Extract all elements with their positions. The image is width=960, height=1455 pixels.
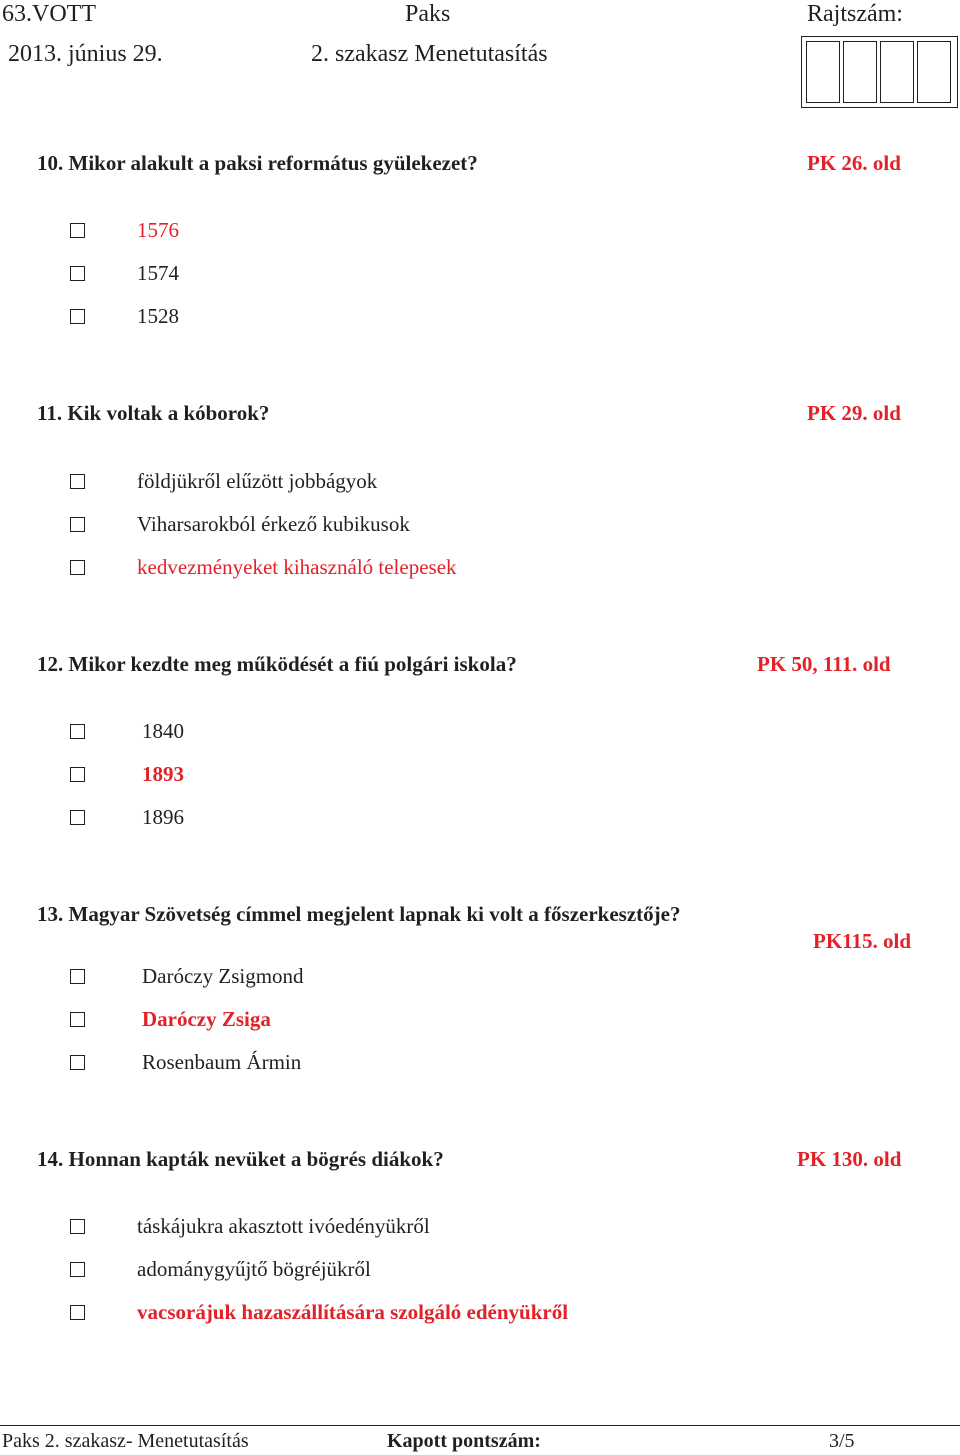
question-14-option-3-checkbox[interactable] xyxy=(70,1305,85,1320)
question-10-option-1-label: 1576 xyxy=(137,218,179,242)
start-number-box[interactable] xyxy=(801,36,958,108)
start-number-digit-1[interactable] xyxy=(806,41,840,103)
question-11-option-3-checkbox[interactable] xyxy=(70,560,85,575)
start-number-digit-2[interactable] xyxy=(843,41,877,103)
question-12-option-2-checkbox[interactable] xyxy=(70,767,85,782)
question-12-text: 12. Mikor kezdte meg működését a fiú polgári iskola? xyxy=(37,652,517,676)
question-14-option-3-label: vacsorájuk hazaszállítására szolgáló edényükről xyxy=(137,1300,569,1324)
question-11-option-2-checkbox[interactable] xyxy=(70,517,85,532)
question-13-option-1-checkbox[interactable] xyxy=(70,969,85,984)
footer-left-text: Paks 2. szakasz- Menetutasítás xyxy=(2,1430,249,1452)
question-13-option-2-checkbox[interactable] xyxy=(70,1012,85,1027)
question-10-option-1-checkbox[interactable] xyxy=(70,223,85,238)
question-11-option-2-label: Viharsarokból érkező kubikusok xyxy=(137,512,410,536)
competition-title: 63.VOTT xyxy=(2,1,96,27)
question-14-option-1-checkbox[interactable] xyxy=(70,1219,85,1234)
start-number-digit-3[interactable] xyxy=(880,41,914,103)
question-13-option-2-label: Daróczy Zsiga xyxy=(142,1007,271,1031)
question-14-option-2-checkbox[interactable] xyxy=(70,1262,85,1277)
question-11-reference: PK 29. old xyxy=(807,401,901,425)
question-11-option-3-label: kedvezményeket kihasználó telepesek xyxy=(137,555,457,579)
question-12-option-1-checkbox[interactable] xyxy=(70,724,85,739)
question-11-option-1-label: földjükről elűzött jobbágyok xyxy=(137,469,378,493)
footer-divider xyxy=(0,1425,960,1426)
question-10-option-2-checkbox[interactable] xyxy=(70,266,85,281)
question-13-reference: PK115. old xyxy=(813,929,912,953)
question-11-text: 11. Kik voltak a kóborok? xyxy=(37,401,270,425)
question-12-option-2-label: 1893 xyxy=(142,762,184,786)
start-number-label: Rajtszám: xyxy=(807,1,903,27)
question-14-text: 14. Honnan kapták nevüket a bögrés diákok? xyxy=(37,1147,444,1171)
question-13-option-3-label: Rosenbaum Ármin xyxy=(142,1050,302,1074)
question-12-option-1-label: 1840 xyxy=(142,719,184,743)
question-13-option-3-checkbox[interactable] xyxy=(70,1055,85,1070)
stage-title: 2. szakasz Menetutasítás xyxy=(311,41,548,67)
footer-page-number: 3/5 xyxy=(829,1430,855,1452)
question-12-option-3-label: 1896 xyxy=(142,805,184,829)
question-12-option-3-checkbox[interactable] xyxy=(70,810,85,825)
question-10-reference: PK 26. old xyxy=(807,151,901,175)
question-13-text: 13. Magyar Szövetség címmel megjelent lapnak ki volt a főszerkesztője? xyxy=(37,902,681,926)
question-13-option-1-label: Daróczy Zsigmond xyxy=(142,964,304,988)
question-10-option-3-label: 1528 xyxy=(137,304,179,328)
question-14-reference: PK 130. old xyxy=(797,1147,902,1171)
question-14-option-1-label: táskájukra akasztott ivóedényükről xyxy=(137,1214,430,1238)
footer-score-label: Kapott pontszám: xyxy=(387,1430,541,1452)
question-10-option-3-checkbox[interactable] xyxy=(70,309,85,324)
city-title: Paks xyxy=(405,1,451,27)
question-10-text: 10. Mikor alakult a paksi református gyülekezet? xyxy=(37,151,478,175)
question-11-option-1-checkbox[interactable] xyxy=(70,474,85,489)
question-14-option-2-label: adománygyűjtő bögréjükről xyxy=(137,1257,371,1281)
question-10-option-2-label: 1574 xyxy=(137,261,179,285)
start-number-digit-4[interactable] xyxy=(917,41,951,103)
date: 2013. június 29. xyxy=(8,41,163,67)
question-12-reference: PK 50, 111. old xyxy=(757,652,891,676)
